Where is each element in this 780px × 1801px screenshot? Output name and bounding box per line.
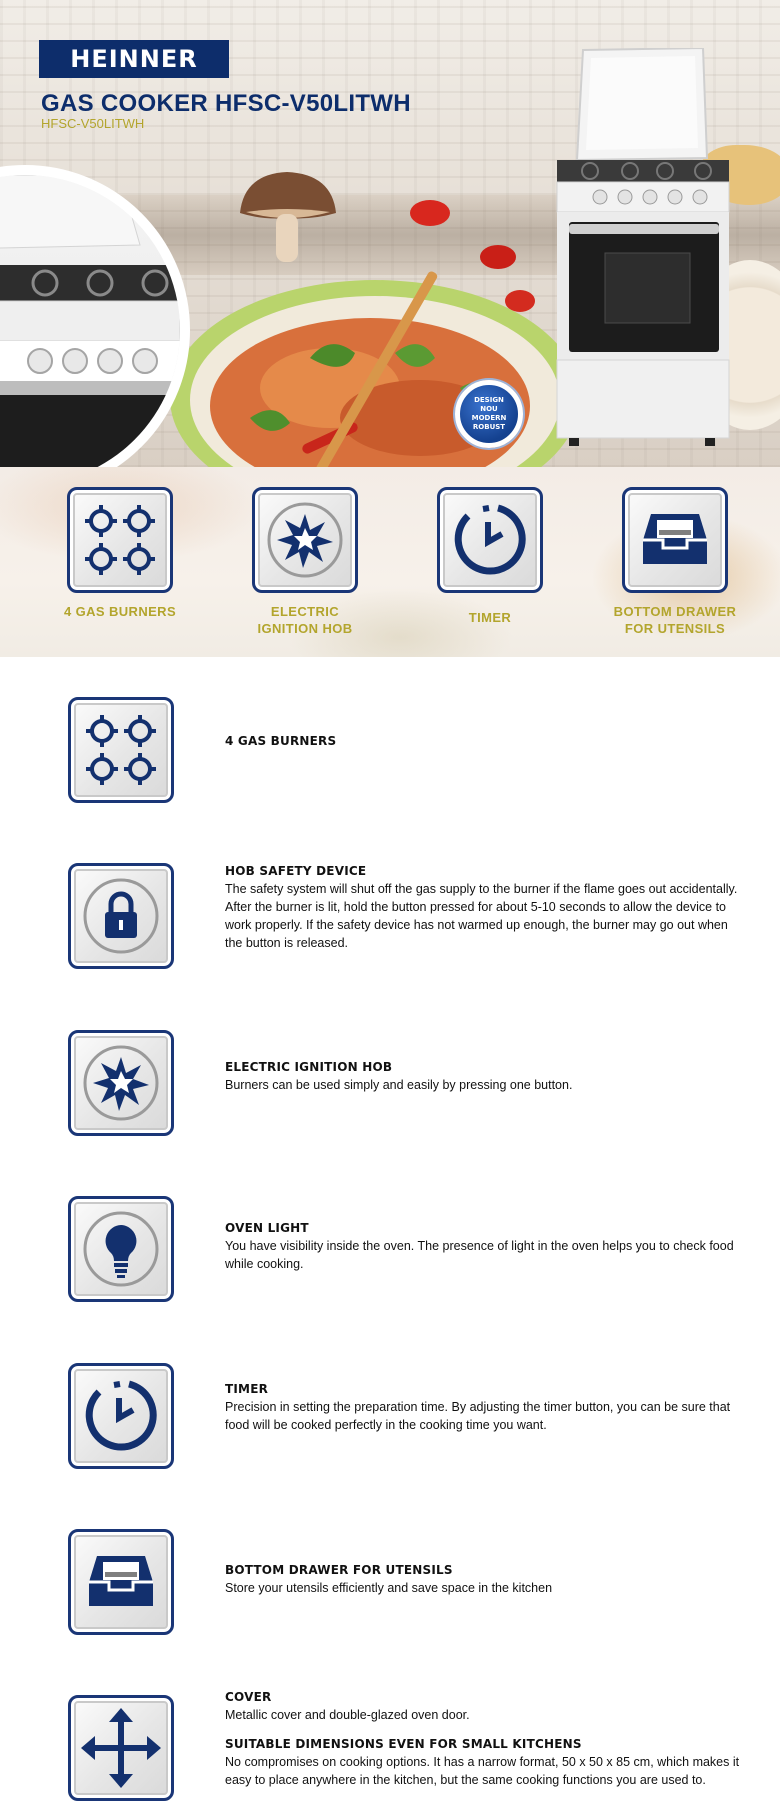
mushroom-decoration — [232, 168, 342, 268]
drawer-icon — [622, 487, 728, 593]
chili-slice — [505, 290, 535, 312]
detail-title: HOB SAFETY DEVICE — [225, 864, 367, 878]
drawer-icon — [68, 1529, 174, 1635]
timer-icon — [437, 487, 543, 593]
detail-title: TIMER — [225, 1382, 269, 1396]
feature-label: TIMER — [468, 610, 512, 625]
detail-description: Store your utensils efficiently and save space in the kitchen — [225, 1581, 553, 1595]
product-code: HFSC-V50LITWH — [41, 116, 145, 131]
feature-label: 4 GAS BURNERS — [63, 604, 177, 619]
gas-cooker-product-image — [555, 48, 730, 448]
feature-electric-ignition — [225, 487, 385, 637]
ignition-icon — [252, 487, 358, 593]
bulb-icon — [68, 1196, 174, 1302]
badge-line: MODERN — [471, 414, 507, 422]
feature-bottom-drawer — [595, 487, 755, 637]
burners-icon — [67, 487, 173, 593]
ignition-icon — [68, 1030, 174, 1136]
feature-label: ELECTRIC IGNITION HOB — [257, 604, 353, 636]
dimensions-icon — [68, 1695, 174, 1801]
feature-highlights — [0, 467, 780, 657]
detail-description: No compromises on cooking options. It has a narrow format, 50 x 50 x 85 cm, which makes it easy to place anywhere in the kitchen, but the same cooking functions you are used to. — [225, 1755, 740, 1787]
detail-description: Metallic cover and double-glazed oven door. — [225, 1708, 470, 1722]
logo-text: HEINNER — [70, 45, 198, 73]
badge-line: NOU — [480, 405, 498, 413]
chili-slice — [410, 200, 450, 226]
feature-timer — [410, 487, 570, 626]
badge-line: DESIGN — [474, 396, 504, 404]
design-badge — [455, 380, 523, 448]
detail-title: SUITABLE DIMENSIONS EVEN FOR SMALL KITCHENS — [225, 1737, 582, 1751]
detail-title: BOTTOM DRAWER FOR UTENSILS — [225, 1563, 453, 1577]
detail-description: Burners can be used simply and easily by pressing one button. — [225, 1078, 573, 1092]
timer-icon — [68, 1363, 174, 1469]
feature-4-gas-burners — [40, 487, 200, 620]
burners-icon — [68, 697, 174, 803]
chili-slice — [480, 245, 516, 269]
hero-banner — [0, 0, 780, 467]
detail-description: Precision in setting the preparation time. By adjusting the timer button, you can be sure that food will be cooked perfectly in the cooking time you want. — [225, 1400, 731, 1432]
detail-title: 4 GAS BURNERS — [225, 734, 337, 748]
feature-label: BOTTOM DRAWER FOR UTENSILS — [613, 604, 737, 636]
detail-title: COVER — [225, 1690, 272, 1704]
detail-description: The safety system will shut off the gas supply to the burner if the flame goes out accidentally. After the burner is lit, hold the button pressed for about 5-10 seconds to allow the device to work properly. If the safety device has not warmed up enough, the burner may go out when the button is released. — [225, 882, 738, 950]
detail-title: ELECTRIC IGNITION HOB — [225, 1060, 393, 1074]
product-title: GAS COOKER HFSC-V50LITWH — [41, 90, 411, 117]
heinner-logo — [39, 40, 229, 78]
badge-line: ROBUST — [472, 423, 506, 431]
detail-description: You have visibility inside the oven. The presence of light in the oven helps you to check food while cooking. — [225, 1239, 734, 1271]
detail-title: OVEN LIGHT — [225, 1221, 309, 1235]
lock-icon — [68, 863, 174, 969]
